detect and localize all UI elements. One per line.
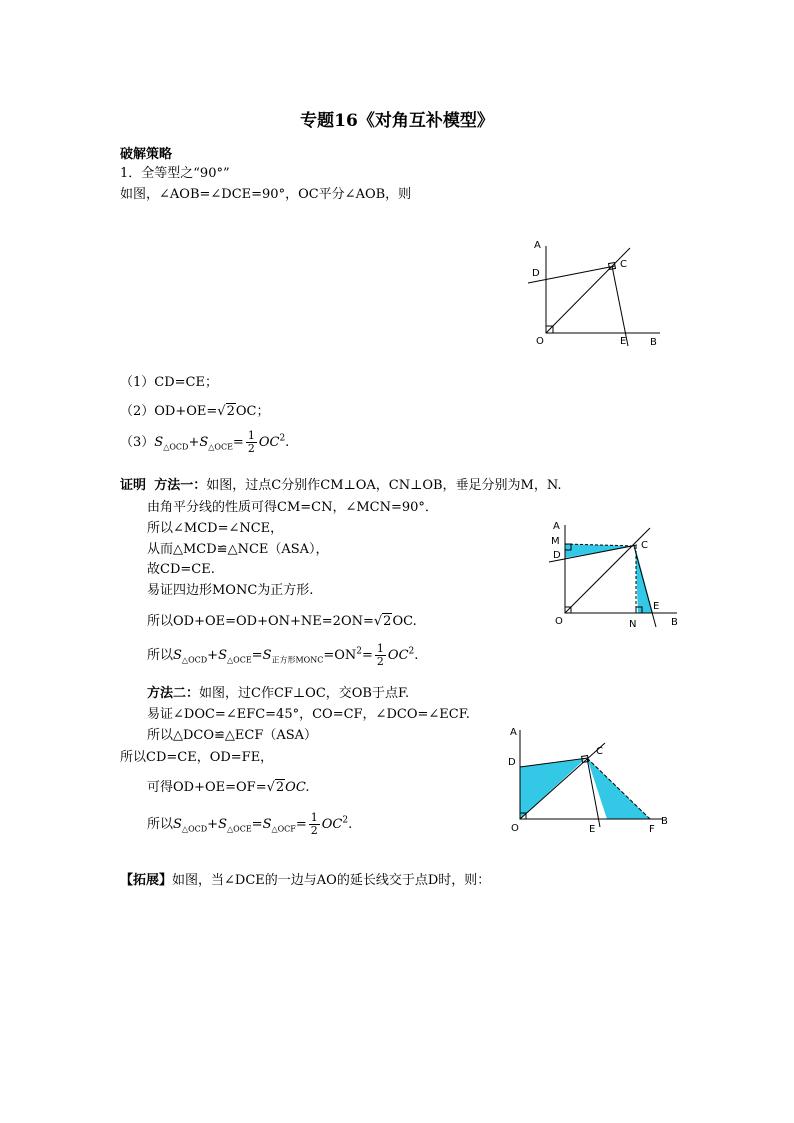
intro-text: 如图，∠AOB=∠DCE=90°，OC平分∠AOB，则 — [120, 187, 412, 202]
label-A: A — [553, 521, 560, 532]
label-C: C — [641, 540, 648, 551]
label-B: B — [661, 816, 668, 827]
label-D: D — [553, 550, 561, 561]
figure-1 — [520, 236, 670, 351]
page-title: 专题16《对角互补模型》 — [300, 111, 494, 131]
fraction: $\frac{1}{2}$ — [376, 642, 384, 668]
label-C: C — [620, 259, 627, 270]
label-E: E — [589, 824, 596, 835]
label-E: E — [653, 601, 660, 612]
label-D: D — [532, 268, 540, 279]
proof-line: 所以CD=CE，OD=FE， — [120, 750, 274, 765]
label-O: O — [511, 823, 519, 834]
label-A: A — [510, 727, 517, 738]
result-2: （2）OD+OE=√2OC； — [120, 404, 270, 419]
proof-line: 从而△MCD≌△NCE（ASA）， — [147, 542, 329, 557]
proof-line: 所以∠MCD=∠NCE， — [147, 521, 284, 536]
label-B: B — [650, 337, 657, 348]
label-M: M — [551, 536, 560, 547]
subsection-heading: 1．全等型之“90°” — [120, 166, 230, 181]
proof-line: 所以$S_{\triangle OCD}+S_{\triangle OCE}=S_{正方形MONC}=ON^2=$ $\frac{1}{2}$ $OC^2$. — [147, 642, 419, 668]
shaded-triangle — [635, 546, 653, 613]
label-D: D — [508, 757, 516, 768]
proof-line: 易证四边形MONC为正方形. — [147, 583, 314, 598]
proof-line: 所以OD+OE=OD+ON+NE=2ON=√2OC. — [147, 614, 417, 629]
label-A: A — [534, 240, 541, 251]
proof-line: 故CD=CE. — [147, 562, 215, 577]
proof-line: 可得OD+OE=OF=√2OC. — [147, 780, 310, 795]
proof-line: 所以$S_{\triangle OCD}+S_{\triangle OCE}=S_{\triangle OCF}=$ $\frac{1}{2}$ $OC^2$. — [147, 811, 353, 837]
proof-line: 由角平分线的性质可得CM=CN，∠MCN=90°． — [147, 500, 438, 515]
proof-method-2-line-1: 方法二：如图，过C作CF⊥OC，交OB于点F. — [147, 686, 410, 701]
fraction: $\frac{1}{2}$ — [310, 811, 318, 837]
label-B: B — [671, 617, 678, 628]
figure-3 — [505, 725, 680, 837]
label-E: E — [620, 336, 627, 347]
figure-2 — [545, 517, 685, 632]
label-C: C — [596, 746, 603, 757]
fraction: $\frac{1}{2}$ — [247, 429, 255, 455]
proof-line: 易证∠DOC=∠EFC=45°，CO=CF，∠DCO=∠ECF. — [147, 707, 470, 722]
label-O: O — [536, 336, 544, 347]
label-N: N — [629, 619, 637, 630]
section-heading: 破解策略 — [120, 147, 173, 162]
label-F: F — [649, 824, 655, 835]
proof-line: 所以△DCO≌△ECF（ASA） — [147, 728, 318, 743]
result-3: $(3)S_{\triangle OCD}+S_{\triangle OCE}=$ $\frac{1}{2}$ $OC^2$. — [120, 429, 290, 455]
proof-method-1-line-1: 证明 方法一：如图，过点C分别作CM⊥OA，CN⊥OB，垂足分别为M，N. — [120, 478, 562, 493]
extension: 【拓展】如图，当∠DCE的一边与AO的延长线交于点D时，则： — [120, 873, 491, 888]
result-1: （1）CD=CE； — [120, 375, 218, 390]
label-O: O — [555, 616, 563, 627]
